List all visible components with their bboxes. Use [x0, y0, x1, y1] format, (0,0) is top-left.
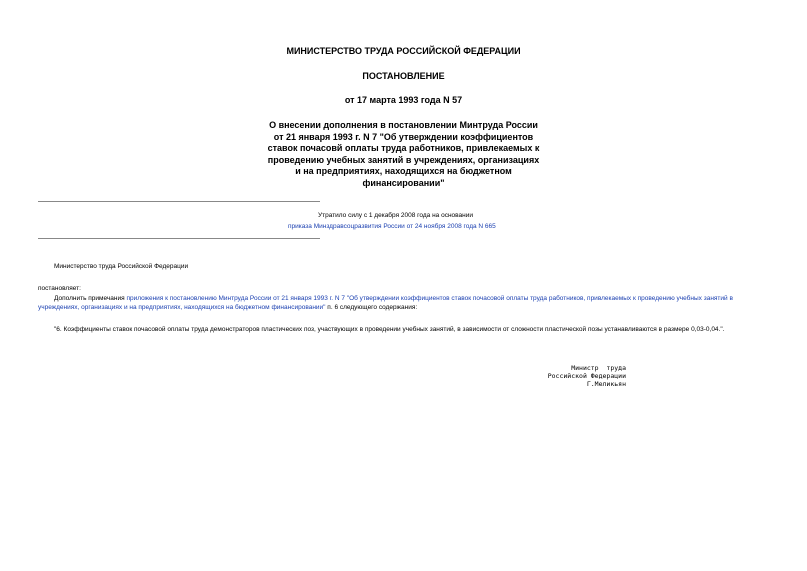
title-line: О внесении дополнения в постановлении Минтруда России [269, 120, 538, 130]
document-title [240, 120, 567, 190]
title-line: и на предприятиях, находящихся на бюджетном [295, 166, 512, 177]
document-date-number: от 17 марта 1993 года N 57 [344, 95, 463, 105]
supplement-suffix: п. 6 следующего содержания: [325, 304, 418, 311]
title-line: финансировании" [362, 177, 445, 188]
document-type: ПОСТАНОВЛЕНИЕ [362, 71, 445, 81]
signature-title: Министр труда [571, 364, 626, 372]
divider-top [38, 201, 320, 202]
resolution-appendix-link[interactable]: приложения к постановлению Минтруда России от 21 января 1993 г. N 7 "Об утверждении коэффициентов ставок почасовой оплаты труда работников, привлекаемых к проведению учебных занятий в учреждениях, организациях и на предприятиях, находящихся на бюджетном финансировании" [38, 295, 733, 311]
supplement-paragraph [38, 294, 772, 312]
signature-name: Г.Меликьян [586, 380, 626, 388]
repeal-order-link[interactable]: приказа Минздравсоцразвития России от 24 ноября 2008 года N 665 [288, 223, 496, 230]
title-line: ставок почасовй оплаты труда работников, привлекаемых к [267, 143, 540, 154]
signature-org: Российской Федерации [547, 372, 626, 380]
status-note: Утратило силу с 1 декабря 2008 года на основании [318, 212, 474, 219]
quoted-amendment: "6. Коэффициенты ставок почасовой оплаты труда демонстраторов пластических поз, участвующих в проведении учебных занятий, в зависимости от сложности пластической позы устанавливаются в размере 0,03-0,04.". [54, 326, 725, 333]
title-line: проведению учебных занятий в учреждениях, организациях [267, 154, 540, 165]
signature-block [520, 364, 626, 388]
title-line: от 21 января 1993 г. N 7 "Об утверждении коэффициентов [273, 131, 534, 142]
divider-bottom [38, 238, 320, 239]
decrees-text: постановляет: [38, 285, 81, 292]
ministry-heading: МИНИСТЕРСТВО ТРУДА РОССИЙСКОЙ ФЕДЕРАЦИИ [286, 46, 521, 56]
issuer-text: Министерство труда Российской Федерации [54, 263, 189, 270]
supplement-prefix: Дополнить примечания [54, 295, 127, 302]
